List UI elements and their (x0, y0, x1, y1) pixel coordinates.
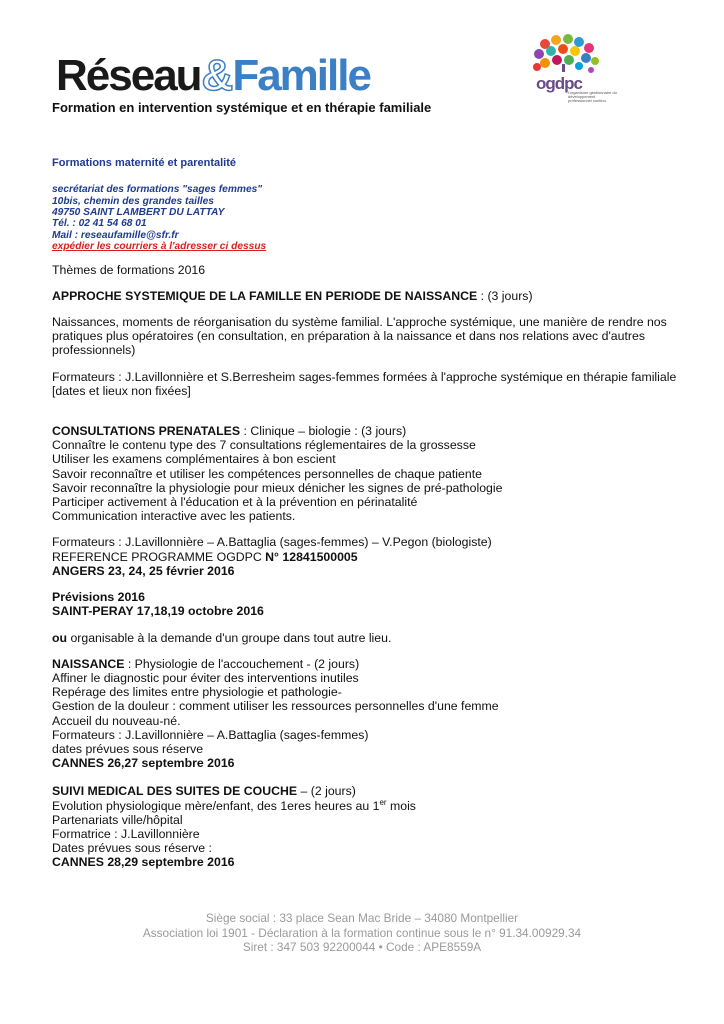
mail-instruction-link[interactable]: expédier les courriers à l'adresser ci dessus (52, 241, 267, 253)
list-item: Connaître le contenu type des 7 consultations réglementaires de la grossesse (52, 438, 476, 453)
section-duration: : Physiologie de l'accouchement - (2 jours) (124, 656, 360, 671)
contact-block (52, 184, 692, 252)
list-item: Gestion de la douleur : comment utiliser les ressources personnelles d'une femme (52, 699, 499, 714)
section-naissance (52, 657, 692, 671)
ou-word: ou (52, 630, 68, 645)
section-duration: : Clinique – biologie : (3 jours) (240, 424, 407, 439)
themes-title: Thèmes de formations 2016 (52, 262, 206, 277)
section-description: Naissances, moments de réorganisation du système familial. L'approche systémique, une manière de rendre nos pratiques plus opératoires (en consultation, en préparation à la naissance et dans nos relations avec d'autres professionnels) (52, 315, 667, 358)
section-title: NAISSANCE (52, 656, 125, 671)
list-item: dates prévues sous réserve (52, 741, 204, 756)
logo-ampersand: & (201, 51, 232, 100)
section-duration: : (3 jours) (477, 288, 533, 303)
ogdpc-logo-text: ogdpc (536, 74, 582, 93)
section-dates: CANNES 28,29 septembre 2016 (52, 855, 235, 870)
footer (0, 911, 724, 955)
section-approche (52, 289, 692, 303)
contact-line: 49750 SAINT LAMBERT DU LATTAY (52, 207, 225, 219)
list-item: Savoir reconnaître la physiologie pour mieux dénicher les signes de pré-pathologie (52, 480, 503, 495)
document-body (52, 156, 692, 870)
section-title: SUIVI MEDICAL DES SUITES DE COUCHE (52, 784, 298, 799)
section-title: APPROCHE SYSTEMIQUE DE LA FAMILLE EN PERIODE DE NAISSANCE (52, 288, 478, 303)
contact-email: Mail : reseaufamille@sfr.fr (52, 229, 179, 241)
list-item: Participer activement à l'éducation et à la prévention en périnatalité (52, 495, 418, 510)
list-item: Evolution physiologique mère/enfant, des 1eres heures au 1er mois (52, 797, 416, 813)
section-title: CONSULTATIONS PRENATALES (52, 424, 241, 439)
reseau-famille-logo (56, 51, 370, 100)
logo-part1: Réseau (56, 51, 201, 100)
list-item: Dates prévues sous réserve : (52, 841, 212, 856)
organisable-note: ou organisable à la demande d'un groupe dans tout autre lieu. (52, 630, 392, 645)
list-item: Utiliser les examens complémentaires à bon escient (52, 452, 336, 467)
list-item: Accueil du nouveau-né. (52, 713, 181, 728)
previsions-dates: SAINT-PERAY 17,18,19 octobre 2016 (52, 604, 264, 619)
section-duration: – (2 jours) (297, 784, 356, 799)
footer-address: Siège social : 33 place Sean Mac Bride – 34080 Montpellier (205, 911, 519, 925)
section-dates: CANNES 26,27 septembre 2016 (52, 756, 235, 771)
reference-number: N° 12841500005 (265, 549, 358, 564)
list-item: Partenariats ville/hôpital (52, 812, 183, 827)
section-trainers: Formateurs : J.Lavillonnière et S.Berresheim sages-femmes formées à l'approche systémique en thérapie familiale (52, 369, 677, 384)
reference-label: REFERENCE PROGRAMME OGDPC (52, 549, 266, 564)
list-item: Formateurs : J.Lavillonnière – A.Battaglia (sages-femmes) (52, 727, 369, 742)
section-trainers: Formateurs : J.Lavillonnière – A.Battaglia (sages-femmes) – V.Pegon (biologiste) (52, 535, 492, 550)
list-item: Savoir reconnaître et utiliser les compétences personnelles de chaque patiente (52, 466, 482, 481)
section-dates: ANGERS 23, 24, 25 février 2016 (52, 563, 235, 578)
footer-declaration: Association loi 1901 - Déclaration à la formation continue sous le n° 91.34.00929.34 (142, 925, 582, 940)
list-item: Affiner le diagnostic pour éviter des interventions inutiles (52, 670, 359, 685)
section-suivi-medical (52, 784, 692, 798)
contact-heading: Formations maternité et parentalité (52, 157, 236, 169)
previsions-title: Prévisions 2016 (52, 590, 145, 605)
list-item: Formatrice : J.Lavillonnière (52, 826, 200, 841)
ogdpc-reference (52, 550, 692, 564)
section-consultations (52, 424, 692, 438)
contact-line: 10bis, chemin des grandes tailles (52, 195, 214, 207)
contact-line: Tél. : 02 41 54 68 01 (52, 218, 147, 230)
contact-line: secrétariat des formations "sages femmes" (52, 184, 263, 196)
footer-siret: Siret : 347 503 92200044 • Code : APE8559A (242, 940, 482, 954)
ogdpc-logo-subtext: l'organisme gestionnaire du développement professionnel continu (568, 90, 617, 103)
section-dates: [dates et lieux non fixées] (52, 383, 191, 398)
list-item: Communication interactive avec les patients. (52, 509, 296, 524)
logo-part2: Famille (232, 51, 370, 100)
tagline: Formation en intervention systémique et en thérapie familiale (52, 100, 432, 115)
list-item: Repérage des limites entre physiologie et pathologie- (52, 685, 342, 700)
